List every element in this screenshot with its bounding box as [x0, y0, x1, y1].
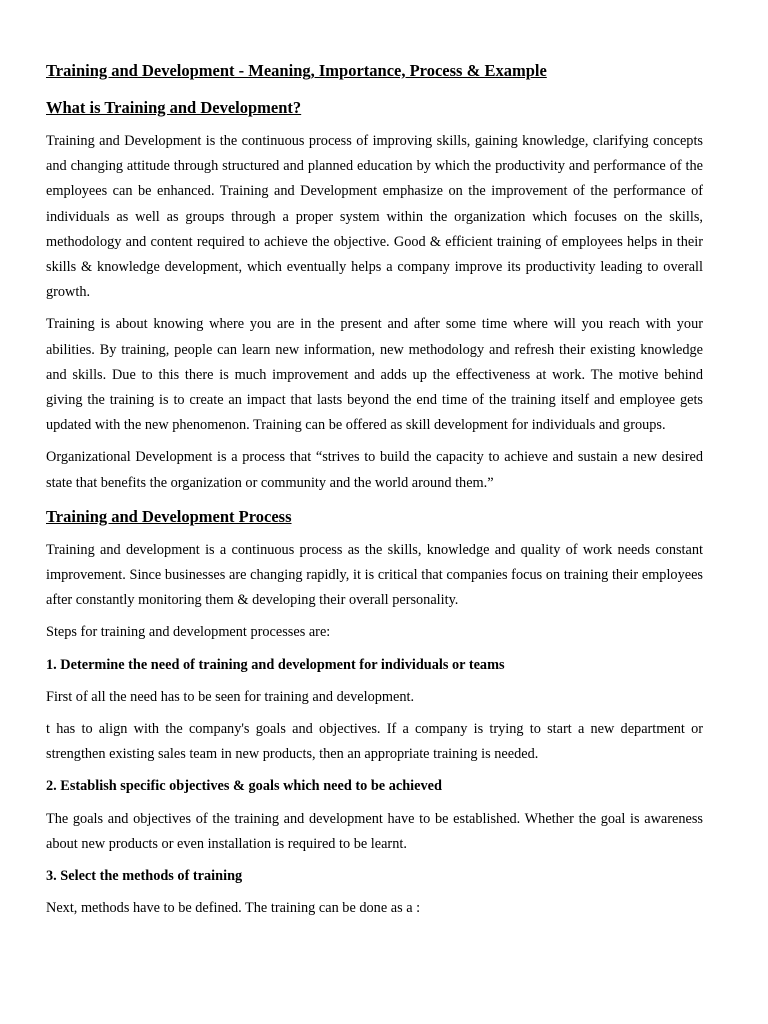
- paragraph-steps-intro: Steps for training and development processes are:: [46, 624, 331, 641]
- section-heading-what-is: What is Training and Development?: [46, 98, 302, 117]
- document-title: Training and Development - Meaning, Importance, Process & Example: [46, 61, 547, 80]
- step-3-paragraph-1: Next, methods have to be defined. The training can be done as a :: [46, 900, 421, 917]
- step-1-paragraph-1: First of all the need has to be seen for training and development.: [46, 688, 415, 705]
- step-heading-1: 1. Determine the need of training and development for individuals or teams: [46, 656, 505, 673]
- section-heading-process: Training and Development Process: [46, 506, 292, 526]
- step-heading-3: 3. Select the methods of training: [46, 868, 243, 885]
- step-1-paragraph-2: t has to align with the company's goals and objectives. If a company is trying to start a new department or strengthen existing sales team in new products, then an appropriate training is needed.: [46, 721, 703, 763]
- step-2-paragraph-1: The goals and objectives of the training and development have to be established. Whether the goal is awareness about new products or even installation is required to be learnt.: [46, 810, 703, 852]
- paragraph-process-intro: Training and development is a continuous process as the skills, knowledge and quality of work needs constant improvement. Since businesses are changing rapidly, it is critical that companies focus on training their employees after constantly monitoring them & developing their overall personality.: [46, 541, 703, 609]
- step-heading-2: 2. Establish specific objectives & goals which need to be achieved: [46, 778, 442, 795]
- document-page: [46, 59, 703, 928]
- paragraph-training-about: Training is about knowing where you are in the present and after some time where will you reach with your abilities. By training, people can learn new information, new methodology and refresh their existing knowledge and skills. Due to this there is much improvement and adds up the effectiveness at work. The motive behind giving the training is to create an impact that lasts beyond the end time of the training itself and employee gets updated with the new phenomenon. Training can be offered as skill development for individuals and groups.: [46, 316, 703, 434]
- paragraph-definition: Training and Development is the continuous process of improving skills, gaining knowledge, clarifying concepts and changing attitude through structured and planned education by which the productivity and performance of the employees can be enhanced. Training and Development emphasize on the improvement of the performance of individuals as well as groups through a proper system within the organization which focuses on the skills, methodology and content required to achieve the objective. Good & efficient training of employees helps in their skills & knowledge development, which eventually helps a company improve its productivity leading to overall growth.: [46, 133, 703, 301]
- paragraph-organizational-development: Organizational Development is a process that “strives to build the capacity to achieve and sustain a new desired state that benefits the organization or community and the world around them.”: [46, 449, 703, 491]
